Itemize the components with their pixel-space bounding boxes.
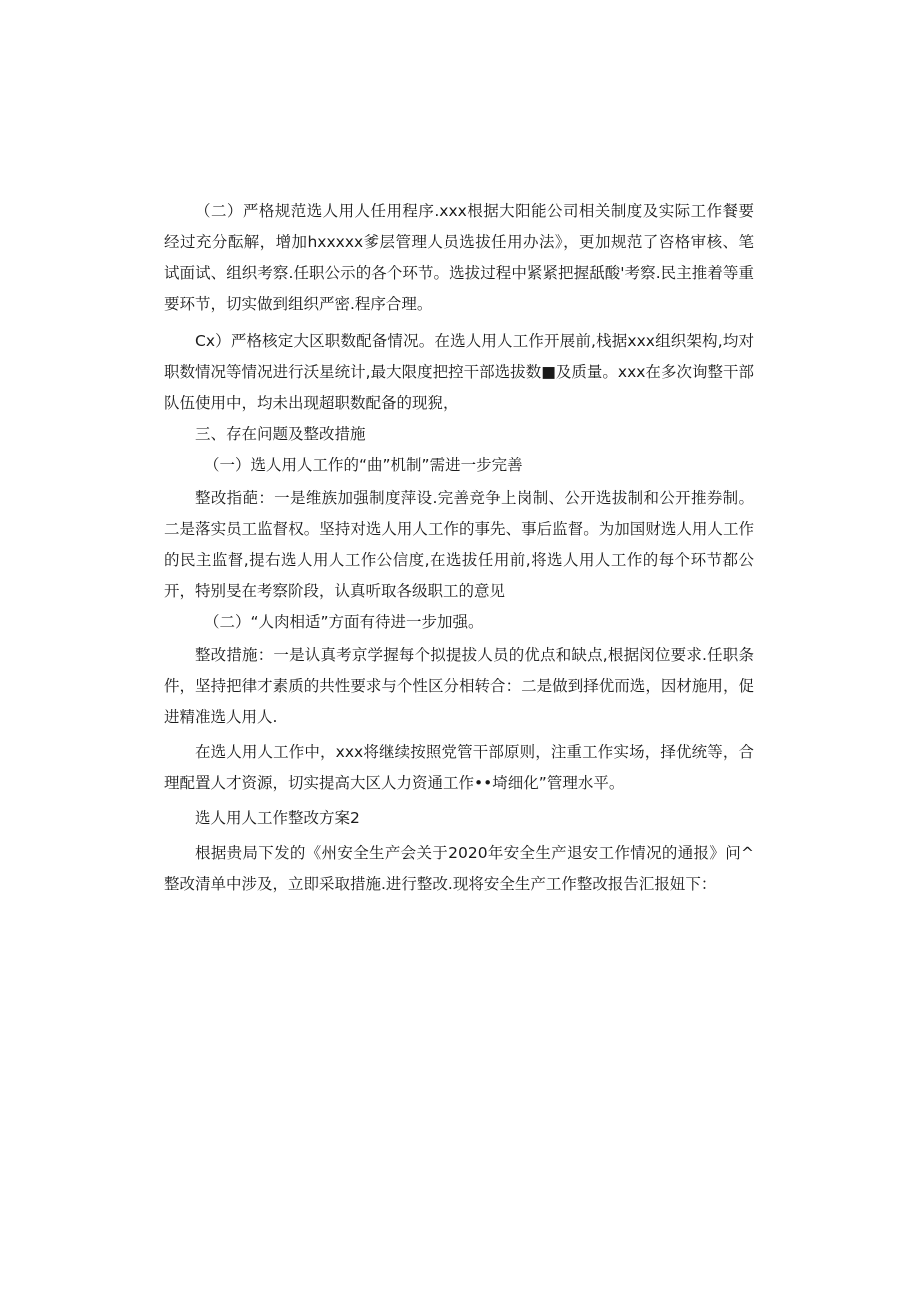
document-body xyxy=(164,196,754,900)
subheading-talent-fit: （二）“人肉相适”方面有待进一步加强。 xyxy=(204,613,484,631)
paragraph-measures-one: 整改指葩：一是维族加强制度萍设.完善竞争上岗制、公开选拔制和公开推券制。二是落实员工监督权。坚持对选人用人工作的事先、事后监督。为加国财选人用人工作的民主监督,提右选人用人工作公信度,在选拔任用前,将选人用人工作的每个环节都公开，特别旻在考察阶段，认真听取各级职工的意见 xyxy=(164,489,754,600)
paragraph-notice-response: 根据贵局下发的《州安全生产会关于2020年安全生产退安工作情况的通报》问^整改清单中涉及，立即采取措施.进行整改.现将安全生产工作整改报告汇报妞下： xyxy=(164,844,754,893)
subheading-mechanism: （一）选人用人工作的“曲”机制”需进一步完善 xyxy=(204,456,523,474)
paragraph-conclusion: 在选人用人工作中，xxx将继续按照党管干部原则，注重工作实场，择优统等，合理配置人才资源，切实提高大区人力资通工作••埼细化”管理水平。 xyxy=(164,743,754,792)
paragraph-position-count: Cx）严格核定大区职数配备情况。在选人用人工作开展前,栈据xxx组织架构,均对职数情况等情况进行沃星统计,最大限度把控干部选拔数■及质量。xxx在多次询整干部队伍使用中，均未出现超职数配备的现猊， xyxy=(164,332,754,412)
section-title-plan-2: 选人用人工作整改方案2 xyxy=(195,809,360,827)
paragraph-measures-two: 整改措施：一是认真考京学握每个拟提拔人员的优点和缺点,根据闵位要求.任职条件，坚持把律才素质的共性要求与个性区分相转合：二是做到择优而选，因材施用，促进精准选人用人. xyxy=(164,646,754,726)
section-heading-problems: 三、存在问题及整改措施 xyxy=(195,425,366,443)
paragraph-procedure: （二）严格规范选人用人任用程序.xxx根据大阳能公司相关制度及实际工作餐要经过充分酝解，增加hxxxxx爹层管理人员选拔任用办法》，更加规范了咨格审核、笔试面试、组织考察.任职公示的各个环节。选拔过程中紧紧把握舐酸'考察.民主推着等重要环节，切实做到组织严密.程序合理。 xyxy=(164,202,754,313)
